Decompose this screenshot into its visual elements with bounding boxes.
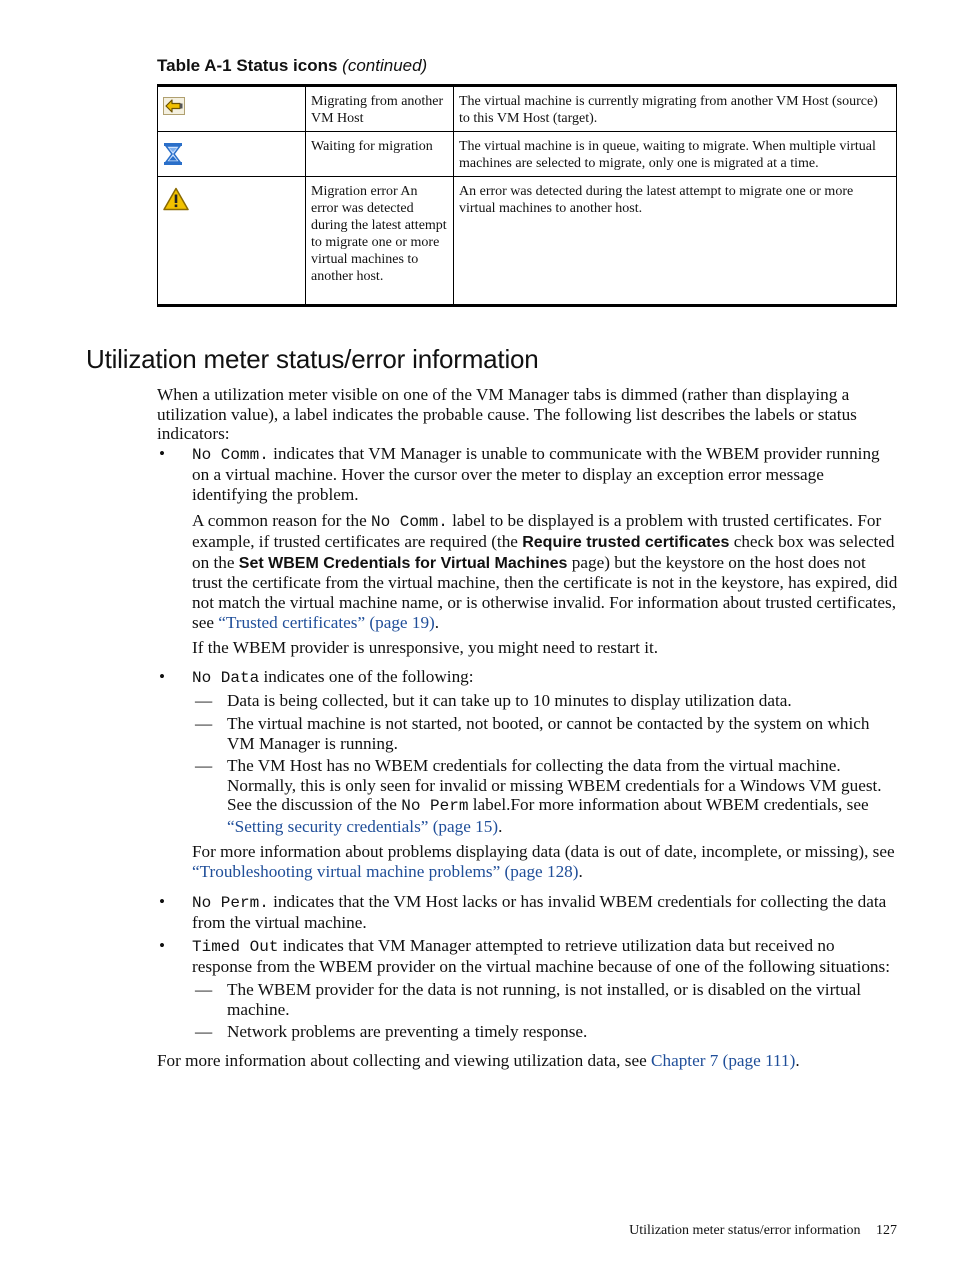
closing-paragraph [157,1051,899,1071]
no-data-reason-1: Data is being collected, but it can take up to 10 minutes to display utilization data. [227,691,792,711]
text-run: page) but the keystore on the host does not trust the certificate from the virtual machine, then the certificate is not in the keystore, has expired, did not match the virtual machine name, or is otherwise invalid. For information about trusted certificates, see [192,552,898,632]
dash-marker: — [195,1022,213,1042]
chapter-7-link[interactable]: Chapter 7 (page 111) [651,1050,796,1070]
no-data-text: indicates one of the following: [259,666,474,686]
status-description: An error was detected during the latest attempt to migrate one or more virtual machines to another host. [454,177,897,306]
bullet-icon: • [159,443,166,463]
no-comm-code: No Comm. [371,512,448,531]
text-run: . [578,862,583,882]
sub-list-item [157,756,899,836]
dash-marker: — [195,713,213,733]
warning-triangle-icon [163,187,189,211]
no-perm-paragraph [192,892,899,933]
set-wbem-credentials-page-label: Set WBEM Credentials for Virtual Machines [238,554,568,572]
bullet-icon: • [159,666,166,686]
timed-out-paragraph [192,936,899,977]
list-item [157,667,899,689]
no-perm-code: No Perm. [192,893,269,912]
sub-list-item [157,980,899,1019]
footer-section-title: Utilization meter status/error information [629,1223,861,1238]
text-run: . [795,1050,800,1070]
status-description: The virtual machine is currently migrating from another VM Host (source) to this VM Host (target). [454,86,897,132]
section-heading: Utilization meter status/error information [86,344,539,374]
timed-out-reason-2: Network problems are preventing a timely response. [227,1022,588,1042]
setting-security-credentials-link[interactable]: “Setting security credentials” (page 15) [227,816,499,836]
table-row [158,132,897,177]
troubleshooting-vm-problems-link[interactable]: “Troubleshooting virtual machine problems” (page 128) [192,862,579,882]
icon-cell [158,86,306,132]
text-run: check box was selected on the [192,532,895,572]
status-description: The virtual machine is in queue, waiting to migrate. When multiple virtual machines are selected to migrate, only one is migrated at a time. [454,132,897,177]
hourglass-icon [163,142,183,166]
page-footer [560,1223,897,1239]
status-icons-table [157,84,897,307]
text-run: label.For more information about WBEM credentials, see [468,795,869,815]
timed-out-reason-1: The WBEM provider for the data is not running, is not installed, or is disabled on the virtual machine. [227,980,862,1019]
no-data-paragraph [192,667,899,689]
status-name: Waiting for migration [306,132,454,177]
table-caption [157,56,427,76]
dash-marker: — [195,691,213,711]
no-comm-code: No Comm. [192,445,269,464]
sub-list-item [157,691,899,711]
no-comm-text: indicates that VM Manager is unable to communicate with the WBEM provider running on a virtual machine. Hover the cursor over the meter to display an exception error message identifying the problem. [192,443,880,504]
no-perm-text: indicates that the VM Host lacks or has invalid WBEM credentials for collecting the data from the virtual machine. [192,891,887,933]
text-run: . [498,816,503,836]
table-row [158,86,897,132]
dash-marker: — [195,756,213,776]
no-data-more-info [157,842,899,881]
no-data-code: No Data [192,668,260,687]
sub-list-item [157,714,899,753]
intro-paragraph: When a utilization meter visible on one of the VM Manager tabs is dimmed (rather than displaying a utilization value), a label indicates the probable cause. The following list describes the labels or status indicators: [157,385,857,444]
table-row [158,177,897,306]
table-caption-title: Table A-1 Status icons [157,56,338,75]
text-run: . [434,612,440,632]
list-item [157,936,899,977]
no-comm-detail [157,511,899,633]
text-run: For more information about collecting and viewing utilization data, see [157,1050,652,1070]
text-run: A common reason for the [192,510,371,530]
restart-paragraph: If the WBEM provider is unresponsive, you might need to restart it. [192,638,659,658]
no-perm-code: No Perm [401,797,469,816]
status-name: Migration error An error was detected during the latest attempt to migrate one or more virtual machines to another host. [306,177,454,306]
timed-out-text: indicates that VM Manager attempted to retrieve utilization data but received no response from the WBEM provider on the virtual machine because of one of the following situations: [192,935,890,977]
status-name: Migrating from another VM Host [306,86,454,132]
table-caption-continued: (continued) [342,56,428,75]
text-run: The VM Host has no WBEM credentials for collecting the data from the virtual machine. Normally, this is only seen for invalid or missing WBEM credentials for a Windows VM guest. See the discussion of the [227,756,882,815]
bullet-icon: • [159,891,166,911]
dash-marker: — [195,980,213,1000]
text-run: For more information about problems displaying data (data is out of date, incomplete, or missing), see [192,842,895,862]
section-body [157,385,899,1070]
no-data-reason-3 [227,756,899,836]
list-item [157,444,899,505]
sub-list-item [157,1022,899,1042]
page-number: 127 [876,1223,897,1238]
icon-cell [158,177,306,306]
no-comm-paragraph [192,444,899,505]
bullet-icon: • [159,935,166,955]
list-item [157,892,899,933]
trusted-certificates-link[interactable]: “Trusted certificates” (page 19) [218,612,435,632]
migrating-arrow-icon [163,97,185,115]
timed-out-code: Timed Out [192,937,279,956]
icon-cell [158,132,306,177]
no-data-reason-2: The virtual machine is not started, not booted, or cannot be contacted by the system on which VM Manager is running. [227,713,870,753]
require-trusted-certificates-label: Require trusted certificates [522,534,730,552]
text-run: label to be displayed is a problem with trusted certificates. For example, if trusted certificates are required (the [192,510,882,552]
